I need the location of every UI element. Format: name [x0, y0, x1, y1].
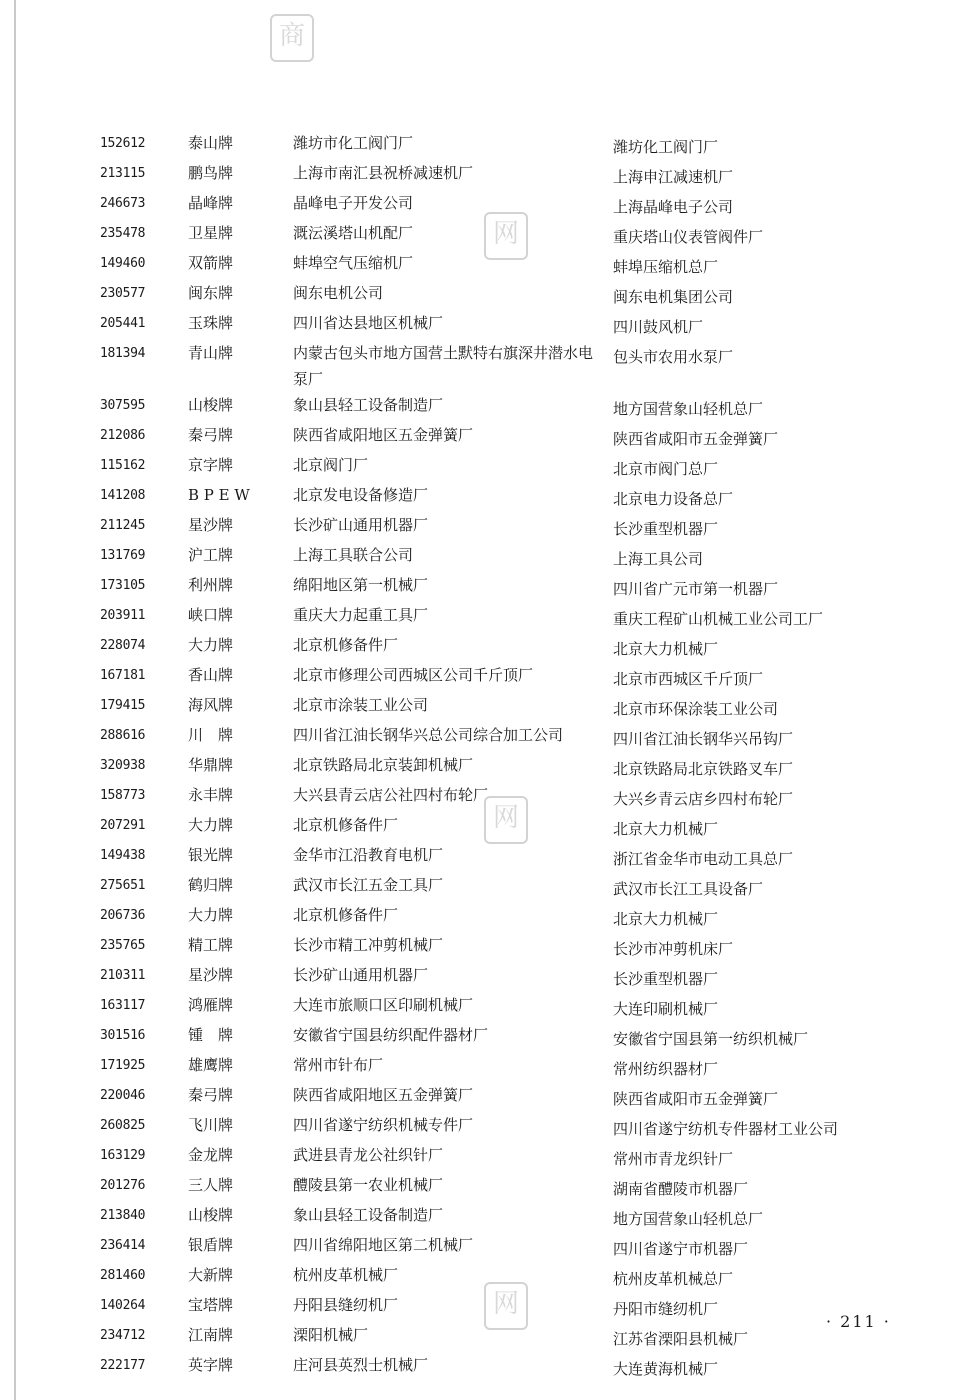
watermark-stamp: 网	[484, 796, 528, 844]
brand-name: 飞川牌	[188, 1116, 234, 1134]
brand-name: 晶峰牌	[188, 194, 234, 212]
registration-number: 235765	[100, 938, 146, 953]
brand-name: 精工牌	[188, 936, 234, 954]
brand-name: 大力牌	[188, 906, 234, 924]
original-registrant: 金华市江沿教育电机厂	[293, 846, 444, 864]
current-registrant: 北京市西城区千斤顶厂	[613, 670, 764, 688]
brand-name: 青山牌	[188, 344, 234, 362]
brand-name: 英字牌	[188, 1356, 234, 1374]
registration-number: 201276	[100, 1178, 146, 1193]
current-registrant: 北京大力机械厂	[613, 820, 719, 838]
registration-number: 320938	[100, 758, 146, 773]
table-row	[100, 1022, 900, 1052]
registration-number: 213840	[100, 1208, 146, 1223]
brand-name: 华鼎牌	[188, 756, 234, 774]
original-registrant: 长沙矿山通用机器厂	[293, 966, 429, 984]
brand-name: 星沙牌	[188, 966, 234, 984]
brand-name: 永丰牌	[188, 786, 234, 804]
brand-name: 泰山牌	[188, 134, 234, 152]
original-registrant: 四川省江油长钢华兴总公司综合加工公司	[293, 726, 564, 744]
registration-number: 235478	[100, 226, 146, 241]
table-row	[100, 1142, 900, 1172]
table-row	[100, 250, 900, 280]
current-registrant: 北京市阀门总厂	[613, 460, 719, 478]
brand-name: 玉珠牌	[188, 314, 234, 332]
original-registrant: 大连市旅顺口区印刷机械厂	[293, 996, 474, 1014]
original-registrant: 陕西省咸阳地区五金弹簧厂	[293, 1086, 474, 1104]
table-row	[100, 962, 900, 992]
brand-name: 香山牌	[188, 666, 234, 684]
current-registrant: 地方国营象山轻机总厂	[613, 1210, 764, 1228]
current-registrant: 地方国营象山轻机总厂	[613, 400, 764, 418]
original-registrant: 闽东电机公司	[293, 284, 384, 302]
current-registrant: 浙江省金华市电动工具总厂	[613, 850, 794, 868]
original-registrant: 四川省达县地区机械厂	[293, 314, 444, 332]
registration-number: 131769	[100, 548, 146, 563]
brand-name: 山梭牌	[188, 396, 234, 414]
registration-number: 149438	[100, 848, 146, 863]
registration-number: 203911	[100, 608, 146, 623]
current-registrant: 北京市环保涂装工业公司	[613, 700, 779, 718]
brand-name: 鹤归牌	[188, 876, 234, 894]
page-number: · 211 ·	[826, 1312, 891, 1331]
watermark-stamp: 网	[484, 212, 528, 260]
brand-name: 宝塔牌	[188, 1296, 234, 1314]
brand-name: 峡口牌	[188, 606, 234, 624]
current-registrant: 潍坊化工阀门厂	[613, 138, 719, 156]
brand-name: 江南牌	[188, 1326, 234, 1344]
brand-name: 京字牌	[188, 456, 234, 474]
original-registrant: 长沙市精工冲剪机械厂	[293, 936, 444, 954]
table-row	[100, 130, 900, 160]
registration-number: 152612	[100, 136, 146, 151]
current-registrant: 常州市青龙织针厂	[613, 1150, 734, 1168]
table-row	[100, 220, 900, 250]
registration-number: 307595	[100, 398, 146, 413]
current-registrant: 上海晶峰电子公司	[613, 198, 734, 216]
current-registrant: 大连印刷机械厂	[613, 1000, 719, 1018]
brand-name: B P E W	[188, 486, 250, 504]
current-registrant: 大兴乡青云店乡四村布轮厂	[613, 790, 794, 808]
current-registrant: 四川省广元市第一机器厂	[613, 580, 779, 598]
table-row	[100, 340, 900, 392]
current-registrant: 陕西省咸阳市五金弹簧厂	[613, 1090, 779, 1108]
registration-number: 158773	[100, 788, 146, 803]
original-registrant: 庄河县英烈士机械厂	[293, 1356, 429, 1374]
registration-number: 205441	[100, 316, 146, 331]
brand-name: 银盾牌	[188, 1236, 234, 1254]
trademark-table	[100, 130, 900, 1382]
table-row	[100, 392, 900, 422]
table-row	[100, 1172, 900, 1202]
current-registrant: 北京大力机械厂	[613, 640, 719, 658]
table-row	[100, 752, 900, 782]
brand-name: 大力牌	[188, 816, 234, 834]
current-registrant: 陕西省咸阳市五金弹簧厂	[613, 430, 779, 448]
table-row	[100, 902, 900, 932]
registration-number: 115162	[100, 458, 146, 473]
current-registrant: 四川省遂宁纺机专件器材工业公司	[613, 1120, 839, 1138]
original-registrant: 陕西省咸阳地区五金弹簧厂	[293, 426, 474, 444]
current-registrant: 四川省遂宁市机器厂	[613, 1240, 749, 1258]
registration-number: 228074	[100, 638, 146, 653]
current-registrant: 四川鼓风机厂	[613, 318, 704, 336]
registration-number: 213115	[100, 166, 146, 181]
brand-name: 利州牌	[188, 576, 234, 594]
page-margin-line	[14, 0, 16, 1400]
table-row	[100, 842, 900, 872]
registration-number: 141208	[100, 488, 146, 503]
original-registrant: 常州市针布厂	[293, 1056, 384, 1074]
registration-number: 236414	[100, 1238, 146, 1253]
registration-number: 173105	[100, 578, 146, 593]
table-row	[100, 602, 900, 632]
table-row	[100, 632, 900, 662]
original-registrant: 北京机修备件厂	[293, 906, 399, 924]
current-registrant: 江苏省溧阳县机械厂	[613, 1330, 749, 1348]
current-registrant: 武汉市长江工具设备厂	[613, 880, 764, 898]
table-row	[100, 1082, 900, 1112]
registration-number: 211245	[100, 518, 146, 533]
registration-number: 181394	[100, 346, 146, 361]
watermark-stamp: 商	[270, 14, 314, 62]
brand-name: 双箭牌	[188, 254, 234, 272]
brand-name: 卫星牌	[188, 224, 234, 242]
original-registrant: 丹阳县缝纫机厂	[293, 1296, 399, 1314]
registration-number: 260825	[100, 1118, 146, 1133]
registration-number: 222177	[100, 1358, 146, 1373]
original-registrant: 北京市修理公司西城区公司千斤顶厂	[293, 666, 534, 684]
table-row	[100, 1052, 900, 1082]
brand-name: 鹏鸟牌	[188, 164, 234, 182]
table-row	[100, 280, 900, 310]
brand-name: 川 牌	[188, 726, 234, 744]
original-registrant: 长沙矿山通用机器厂	[293, 516, 429, 534]
current-registrant: 大连黄海机械厂	[613, 1360, 719, 1378]
brand-name: 三人牌	[188, 1176, 234, 1194]
brand-name: 闽东牌	[188, 284, 234, 302]
brand-name: 秦弓牌	[188, 426, 234, 444]
current-registrant: 杭州皮革机械总厂	[613, 1270, 734, 1288]
original-registrant: 武进县青龙公社织针厂	[293, 1146, 444, 1164]
original-registrant: 上海市南汇县祝桥减速机厂	[293, 164, 474, 182]
original-registrant: 醴陵县第一农业机械厂	[293, 1176, 444, 1194]
table-row	[100, 662, 900, 692]
current-registrant: 重庆工程矿山机械工业公司工厂	[613, 610, 824, 628]
current-registrant: 丹阳市缝纫机厂	[613, 1300, 719, 1318]
current-registrant: 长沙重型机器厂	[613, 970, 719, 988]
registration-number: 246673	[100, 196, 146, 211]
registration-number: 163117	[100, 998, 146, 1013]
table-row	[100, 452, 900, 482]
registration-number: 206736	[100, 908, 146, 923]
table-row	[100, 190, 900, 220]
registration-number: 179415	[100, 698, 146, 713]
original-registrant: 安徽省宁国县纺织配件器材厂	[293, 1026, 489, 1044]
registration-number: 220046	[100, 1088, 146, 1103]
registration-number: 210311	[100, 968, 146, 983]
brand-name: 金龙牌	[188, 1146, 234, 1164]
current-registrant: 长沙重型机器厂	[613, 520, 719, 538]
current-registrant: 北京电力设备总厂	[613, 490, 734, 508]
registration-number: 149460	[100, 256, 146, 271]
current-registrant: 长沙市冲剪机床厂	[613, 940, 734, 958]
table-row	[100, 992, 900, 1022]
brand-name: 星沙牌	[188, 516, 234, 534]
original-registrant: 北京铁路局北京装卸机械厂	[293, 756, 474, 774]
current-registrant: 湖南省醴陵市机器厂	[613, 1180, 749, 1198]
current-registrant: 北京大力机械厂	[613, 910, 719, 928]
original-registrant: 北京发电设备修造厂	[293, 486, 429, 504]
current-registrant: 上海工具公司	[613, 550, 704, 568]
table-row	[100, 422, 900, 452]
registration-number: 281460	[100, 1268, 146, 1283]
original-registrant: 绵阳地区第一机械厂	[293, 576, 429, 594]
table-row	[100, 692, 900, 722]
original-registrant: 北京机修备件厂	[293, 636, 399, 654]
current-registrant: 包头市农用水泵厂	[613, 348, 734, 366]
original-registrant: 武汉市长江五金工具厂	[293, 876, 444, 894]
table-row	[100, 1292, 900, 1322]
original-registrant: 北京阀门厂	[293, 456, 369, 474]
brand-name: 银光牌	[188, 846, 234, 864]
table-row	[100, 1322, 900, 1352]
registration-number: 163129	[100, 1148, 146, 1163]
original-registrant: 晶峰电子开发公司	[293, 194, 414, 212]
original-registrant: 北京市涂装工业公司	[293, 696, 429, 714]
original-registrant: 杭州皮革机械厂	[293, 1266, 399, 1284]
registration-number: 230577	[100, 286, 146, 301]
original-registrant: 内蒙古包头市地方国营土默特右旗深井潜水电泵厂	[293, 344, 594, 388]
current-registrant: 上海申江减速机厂	[613, 168, 734, 186]
table-row	[100, 782, 900, 812]
table-row	[100, 1112, 900, 1142]
brand-name: 大力牌	[188, 636, 234, 654]
registration-number: 171925	[100, 1058, 146, 1073]
brand-name: 雄鹰牌	[188, 1056, 234, 1074]
table-row	[100, 512, 900, 542]
registration-number: 288616	[100, 728, 146, 743]
original-registrant: 溧阳机械厂	[293, 1326, 369, 1344]
original-registrant: 北京机修备件厂	[293, 816, 399, 834]
current-registrant: 蚌埠压缩机总厂	[613, 258, 719, 276]
table-row	[100, 310, 900, 340]
watermark-stamp: 网	[484, 1282, 528, 1330]
original-registrant: 象山县轻工设备制造厂	[293, 1206, 444, 1224]
brand-name: 锺 牌	[188, 1026, 234, 1044]
registration-number: 301516	[100, 1028, 146, 1043]
registration-number: 207291	[100, 818, 146, 833]
original-registrant: 重庆大力起重工具厂	[293, 606, 429, 624]
brand-name: 秦弓牌	[188, 1086, 234, 1104]
current-registrant: 北京铁路局北京铁路叉车厂	[613, 760, 794, 778]
brand-name: 沪工牌	[188, 546, 234, 564]
table-row	[100, 812, 900, 842]
table-row	[100, 932, 900, 962]
original-registrant: 潍坊市化工阀门厂	[293, 134, 414, 152]
brand-name: 山梭牌	[188, 1206, 234, 1224]
registration-number: 167181	[100, 668, 146, 683]
original-registrant: 象山县轻工设备制造厂	[293, 396, 444, 414]
brand-name: 海风牌	[188, 696, 234, 714]
current-registrant: 重庆塔山仪表管阀件厂	[613, 228, 764, 246]
registration-number: 140264	[100, 1298, 146, 1313]
table-row	[100, 482, 900, 512]
registration-number: 275651	[100, 878, 146, 893]
registration-number: 234712	[100, 1328, 146, 1343]
original-registrant: 蚌埠空气压缩机厂	[293, 254, 414, 272]
original-registrant: 四川省遂宁纺织机械专件厂	[293, 1116, 474, 1134]
table-row	[100, 542, 900, 572]
current-registrant: 闽东电机集团公司	[613, 288, 734, 306]
original-registrant: 溉沄溪塔山机配厂	[293, 224, 414, 242]
original-registrant: 上海工具联合公司	[293, 546, 414, 564]
current-registrant: 四川省江油长钢华兴吊钩厂	[613, 730, 794, 748]
table-row	[100, 1202, 900, 1232]
current-registrant: 安徽省宁国县第一纺织机械厂	[613, 1030, 809, 1048]
brand-name: 鸿雁牌	[188, 996, 234, 1014]
original-registrant: 四川省绵阳地区第二机械厂	[293, 1236, 474, 1254]
table-row	[100, 572, 900, 602]
table-row	[100, 1232, 900, 1262]
registration-number: 212086	[100, 428, 146, 443]
table-row	[100, 160, 900, 190]
brand-name: 大新牌	[188, 1266, 234, 1284]
original-registrant: 大兴县青云店公社四村布轮厂	[293, 786, 489, 804]
table-row	[100, 1262, 900, 1292]
table-row	[100, 1352, 900, 1382]
current-registrant: 常州纺织器材厂	[613, 1060, 719, 1078]
table-row	[100, 722, 900, 752]
table-row	[100, 872, 900, 902]
